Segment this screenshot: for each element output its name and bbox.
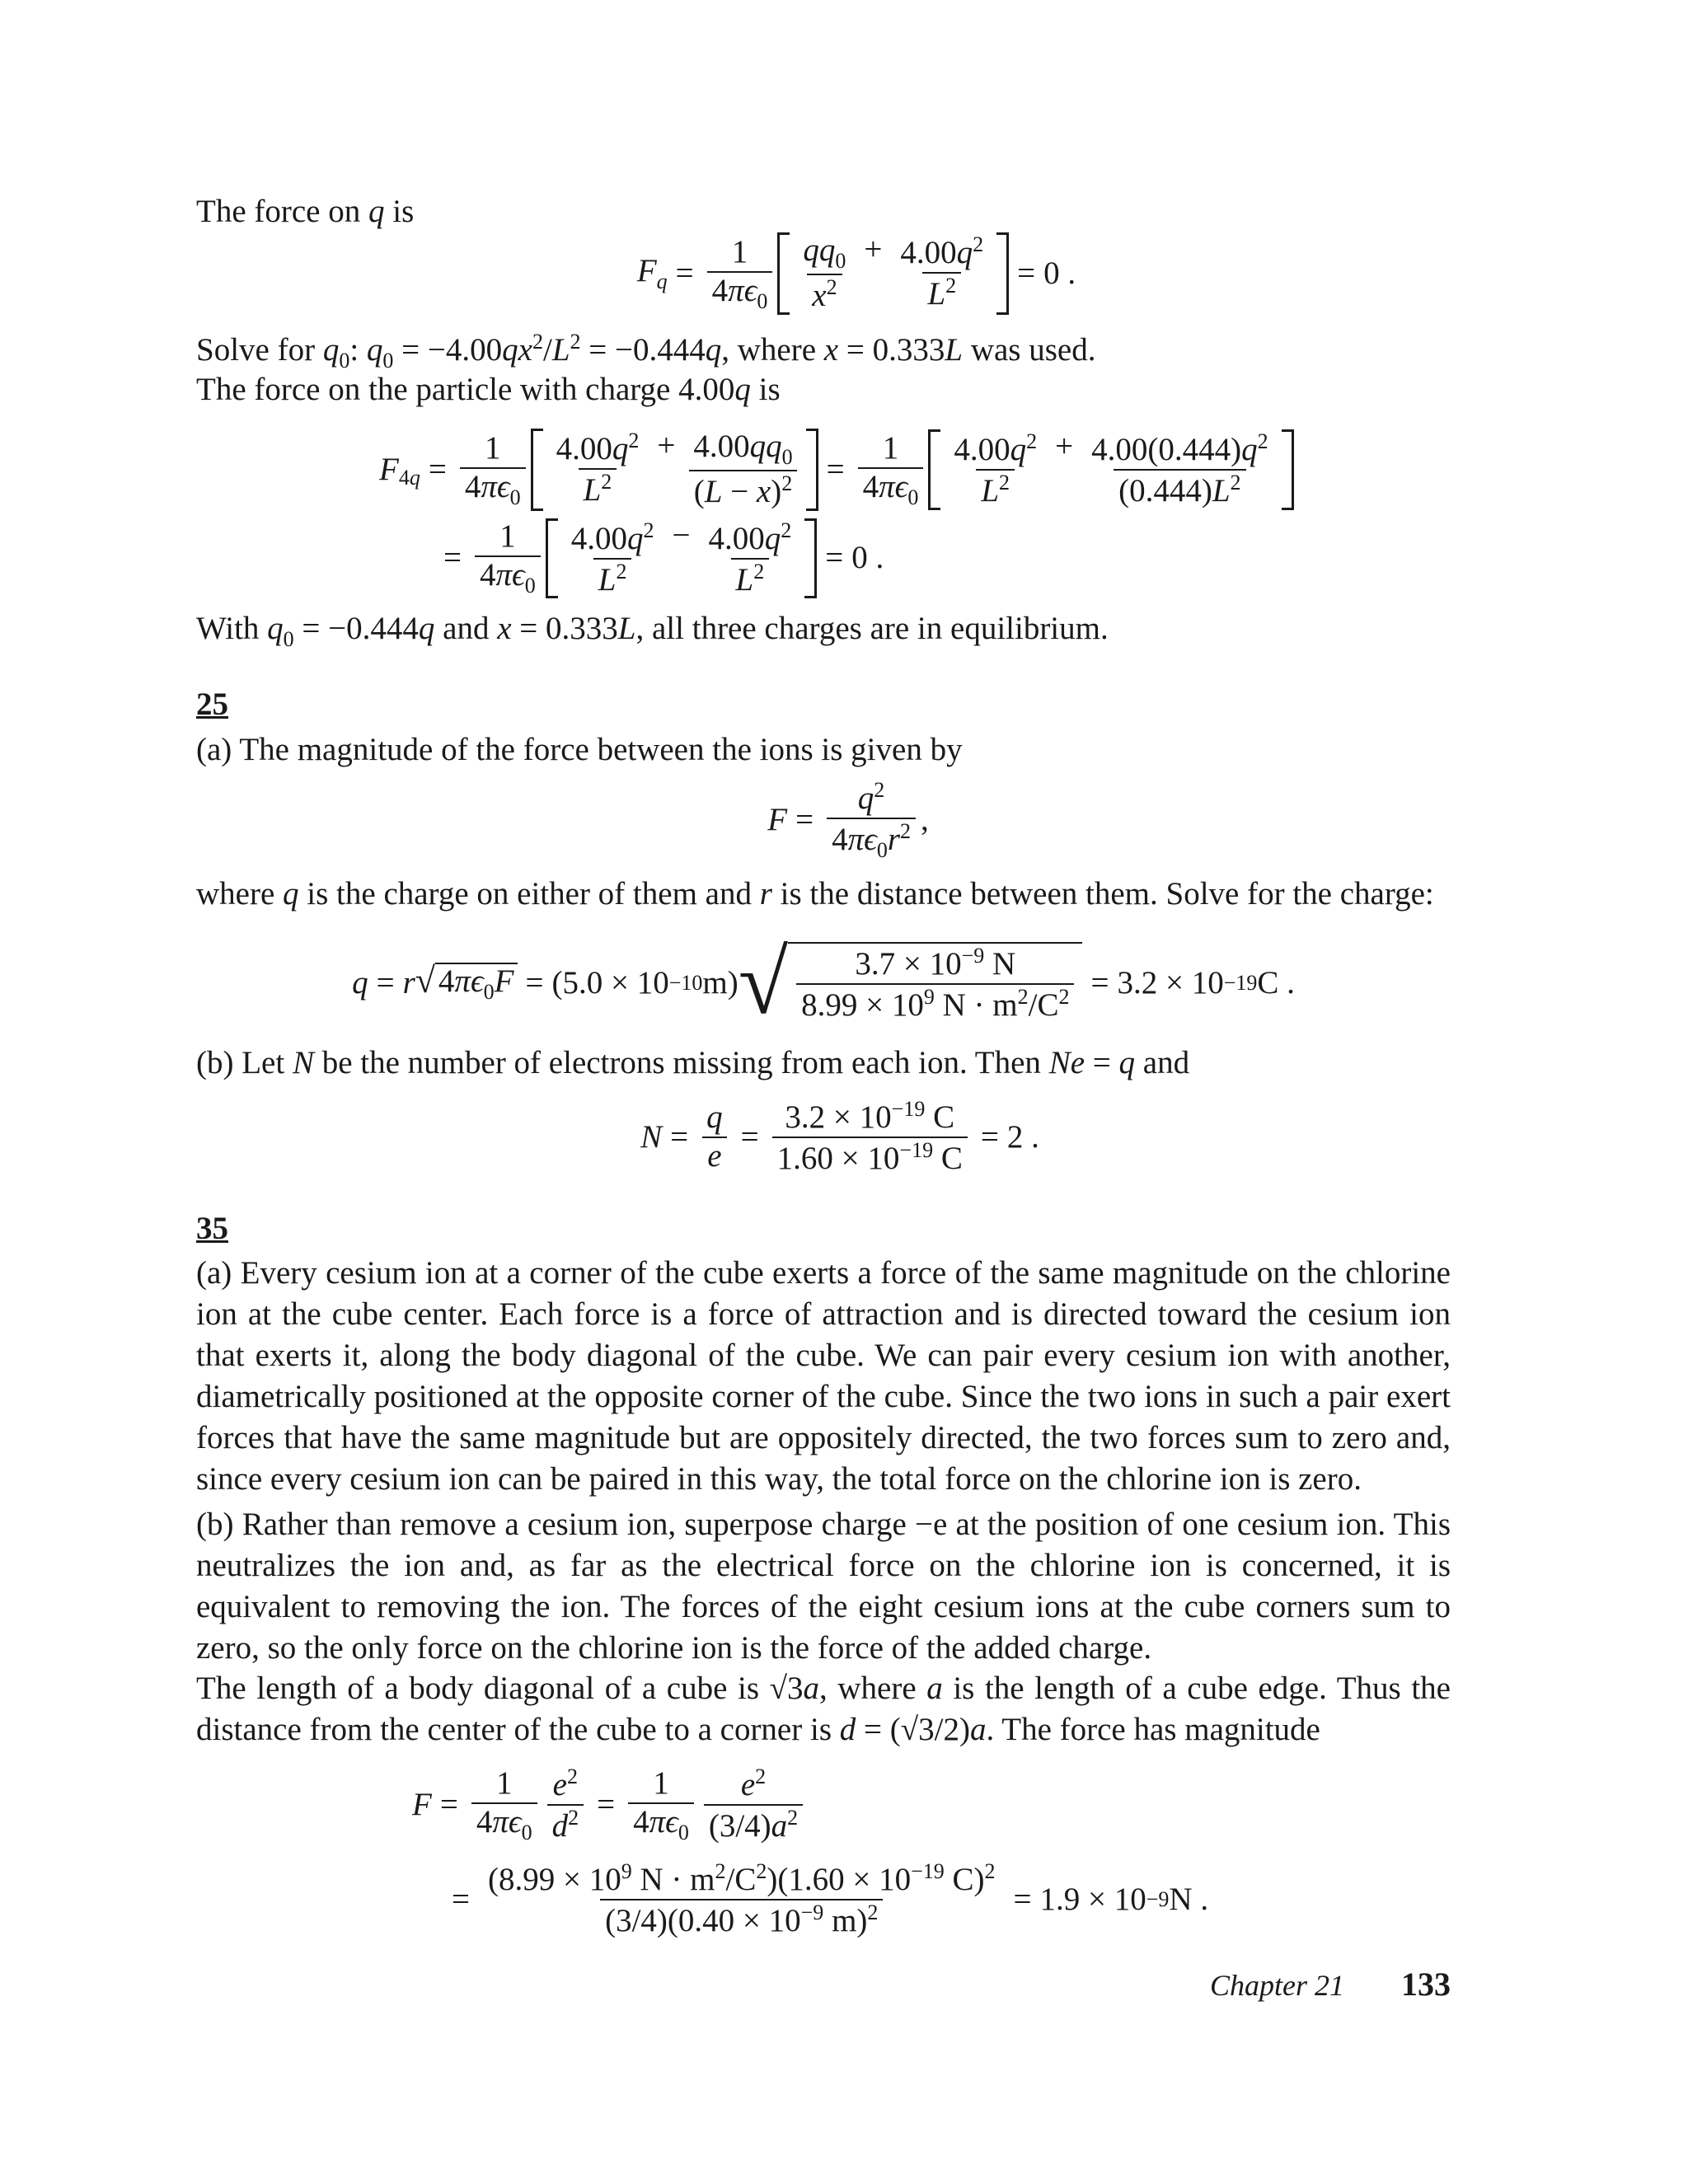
equation: N = $\frac{q}{e}$ = $\frac{3.2 \times 10^{-19} C}{1.60 \times 10^{-19} C}$ = 2 . (640, 1097, 1039, 1176)
page-footer (1210, 1965, 1451, 2004)
paragraph: (b) Rather than remove a cesium ion, superpose charge −e at the position of one cesium ion. This neutralizes the ion and, as far as the electrical force on the chlorine ion is concerned, it is equivalent to removing the ion. The forces of the eight cesium ions at the cube corners sum to zero, so the only force on the chlorine ion is the force of the added charge. (196, 1507, 1451, 1666)
paragraph: Solve for $q_0$: $q_0 = -4.00qx^2/L^2 = -0.444q$, where x = 0.333L was used. (196, 330, 1096, 373)
chapter-label: Chapter 21 (1209, 1969, 1344, 2002)
paragraph: (b) Let N be the number of electrons missing from each ion. Then Ne = q and (196, 1045, 1190, 1080)
equation: = $\frac{1}{4\pi\epsilon_0}$ $\frac{4.00q^2}{L^2}$ − $\frac{4.00q^2}{L^2}$ = 0 . (443, 517, 884, 598)
section-number: 35 (196, 1211, 228, 1246)
page-number: 133 (1401, 1966, 1451, 2003)
equation: $F_q$ = $\frac{1}{4\pi\epsilon_0}$ $\frac{qq_0}{x^2}$ + $\frac{4.00q^2}{L^2}$ = 0 . (636, 232, 1076, 313)
section-number: 25 (196, 687, 228, 722)
paragraph: With $q_0 = -0.444q$ and x = 0.333L, all three charges are in equilibrium. (196, 611, 1109, 651)
paragraph: The force on q is (196, 194, 415, 229)
paragraph: (a) The magnitude of the force between the ions is given by (196, 732, 963, 767)
equation: F = $\frac{1}{4\pi\epsilon_0}$ $\frac{e^2}{d^2}$ = $\frac{1}{4\pi\epsilon_0}$ $\frac{e^2}{(3/4)a^2}$ (196, 1760, 1451, 1850)
paragraph: The force on the particle with charge 4.00q is (196, 372, 781, 407)
paragraph: The length of a body diagonal of a cube is √3a, where a is the length of a cube edge. Thus the distance from the center of the cube to a corner is d = (√3/2)a. The force has magnitude (196, 1671, 1451, 1747)
paragraph: (a) Every cesium ion at a corner of the cube exerts a force of the same magnitude on the chlorine ion at the cube center. Each force is a force of attraction and is directed toward the cesium ion that exerts it, along the body diagonal of the cube. We can pair every cesium ion with another, diametrically positioned at the opposite corner of the cube. Since the two ions in such a pair exert forces that have the same magnitude but are oppositely directed, the two forces sum to zero and, since every cesium ion can be paired in this way, the total force on the chlorine ion is zero. (196, 1255, 1451, 1497)
equation: = $\frac{(8.99 \times 10^9 N \cdot m^2/C^2)(1.60 \times 10^{-19} C)^2}{(3/4)(0.40 \times 10^{-9} m)^2}$ = 1.9 × 10 −9 N . (452, 1859, 1209, 1938)
equation: F = $\frac{q^2}{4\pi\epsilon_0r^2}$ , (767, 777, 929, 862)
equation: q = r √ $4\pi\epsilon_0F$ = (5.0 × 10 −10 m) √ $\frac{3.7 \times 10^{-9} N}{8.99 \times 10^9 N \cdot m^2/C^2}$ = 3.2 × 10 −19 C . (352, 932, 1295, 1033)
equation: F $_{4q}$ = $\frac{1}{4\pi\epsilon_0}$ $\frac{4.00q^2}{L^2}$ + $\frac{4.00qq_0}{(L - x)^2}$ = $\frac{1}{4\pi\epsilon_0}$ $\frac{4.00q^2}{L^2}$ + $\frac{4.00(0.444)q^2}{(0.444)L^2}$ (196, 424, 1451, 515)
paragraph: where q is the charge on either of them and r is the distance between them. Solve for the charge: (196, 876, 1434, 912)
